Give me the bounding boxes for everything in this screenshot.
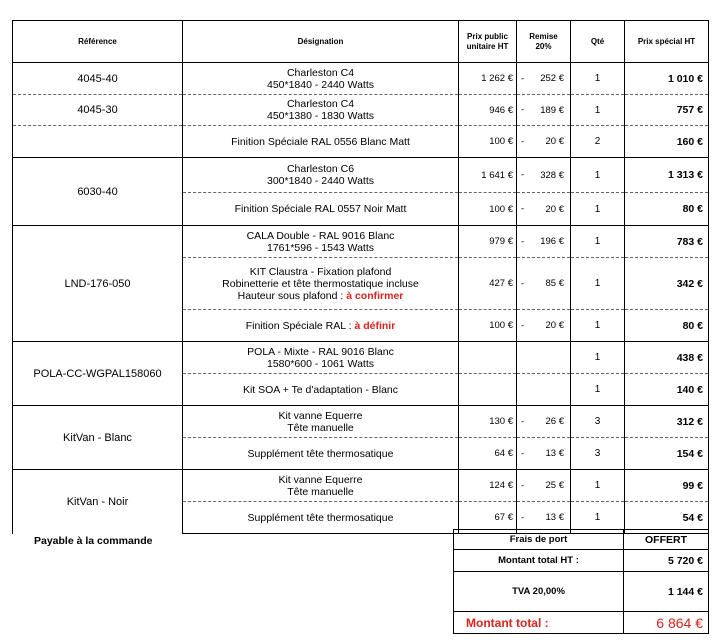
cell-remise: - 85 € [517, 258, 571, 310]
totals-row [454, 530, 709, 550]
cell-prix-special: 80 € [625, 193, 709, 226]
cell-reference: 4045-30 [13, 95, 183, 126]
cell-remise: - 25 € [517, 470, 571, 502]
cell-remise: - 13 € [517, 502, 571, 534]
cell-prix-public [459, 374, 517, 406]
totals-row [454, 550, 709, 572]
cell-prix-special: 438 € [625, 342, 709, 374]
cell-designation: KIT Claustra - Fixation plafond Robinetterie et tête thermostatique incluse Hauteur sous plafond : à confirmer [183, 258, 459, 310]
cell-prix-public: 946 € [459, 95, 517, 126]
cell-qte: 1 [571, 310, 625, 342]
cell-prix-special: 154 € [625, 438, 709, 470]
cell-designation: Charleston C4 450*1840 - 2440 Watts [183, 63, 459, 95]
totals-table [453, 529, 709, 634]
cell-designation: Kit SOA + Te d'adaptation - Blanc [183, 374, 459, 406]
tva-value: 1 144 € [624, 572, 709, 612]
header-prix-public: Prix public unitaire HT [459, 21, 517, 63]
cell-designation: Charleston C4 450*1380 - 1830 Watts [183, 95, 459, 126]
cell-prix-public [459, 342, 517, 374]
cell-remise: - 20 € [517, 126, 571, 158]
cell-qte: 1 [571, 158, 625, 193]
cell-prix-special: 160 € [625, 126, 709, 158]
cell-reference: POLA-CC-WGPAL158060 [13, 342, 183, 406]
cell-designation: Supplément tête thermosatique [183, 438, 459, 470]
table-row [13, 126, 709, 158]
cell-qte: 1 [571, 342, 625, 374]
cell-reference: 6030-40 [13, 158, 183, 226]
cell-qte: 1 [571, 470, 625, 502]
cell-qte: 1 [571, 95, 625, 126]
payment-terms: Payable à la commande [34, 535, 153, 547]
header-remise: Remise 20% [517, 21, 571, 63]
cell-prix-public: 427 € [459, 258, 517, 310]
ht-label: Montant total HT : [454, 550, 624, 572]
header-designation: Désignation [183, 21, 459, 63]
table-row [13, 158, 709, 193]
cell-remise: - 20 € [517, 310, 571, 342]
cell-designation: Charleston C6 300*1840 - 2440 Watts [183, 158, 459, 193]
cell-reference [13, 126, 183, 158]
cell-reference: KitVan - Blanc [13, 406, 183, 470]
cell-remise: - 20 € [517, 193, 571, 226]
table-row [13, 342, 709, 374]
cell-prix-special: 757 € [625, 95, 709, 126]
cell-qte: 3 [571, 406, 625, 438]
cell-prix-special: 312 € [625, 406, 709, 438]
cell-remise [517, 374, 571, 406]
cell-qte: 2 [571, 126, 625, 158]
cell-qte: 1 [571, 193, 625, 226]
cell-designation: Kit vanne Equerre Tête manuelle [183, 470, 459, 502]
total-label: Montant total : [454, 612, 624, 634]
frais-label: Frais de port [454, 530, 624, 550]
frais-value: OFFERT [624, 530, 709, 550]
table-row [13, 63, 709, 95]
cell-remise [517, 342, 571, 374]
cell-reference: LND-176-050 [13, 226, 183, 342]
total-value: 6 864 € [624, 612, 709, 634]
cell-remise: - 328 € [517, 158, 571, 193]
a-confirmer-note: à confirmer [346, 289, 404, 302]
ht-value: 5 720 € [624, 550, 709, 572]
cell-prix-public: 64 € [459, 438, 517, 470]
cell-remise: - 13 € [517, 438, 571, 470]
cell-designation: CALA Double - RAL 9016 Blanc 1761*596 - 1543 Watts [183, 226, 459, 258]
quote-table-wrapper [12, 20, 708, 534]
cell-prix-public: 67 € [459, 502, 517, 534]
cell-prix-public: 1 262 € [459, 63, 517, 95]
cell-prix-special: 99 € [625, 470, 709, 502]
table-header-row [13, 21, 709, 63]
cell-qte: 1 [571, 374, 625, 406]
cell-remise: - 196 € [517, 226, 571, 258]
cell-prix-public: 124 € [459, 470, 517, 502]
cell-qte: 1 [571, 63, 625, 95]
cell-qte: 1 [571, 258, 625, 310]
cell-prix-special: 1 010 € [625, 63, 709, 95]
cell-prix-public: 100 € [459, 193, 517, 226]
cell-prix-special: 1 313 € [625, 158, 709, 193]
cell-qte: 1 [571, 502, 625, 534]
table-row [13, 226, 709, 258]
cell-designation: Finition Spéciale RAL 0557 Noir Matt [183, 193, 459, 226]
totals-section [12, 529, 708, 639]
cell-prix-public: 1 641 € [459, 158, 517, 193]
cell-prix-special: 342 € [625, 258, 709, 310]
header-qte: Qté [571, 21, 625, 63]
cell-prix-public: 130 € [459, 406, 517, 438]
totals-row [454, 612, 709, 634]
cell-qte: 3 [571, 438, 625, 470]
a-definir-note: à définir [354, 319, 396, 332]
totals-row [454, 572, 709, 612]
cell-designation: Finition Spéciale RAL 0556 Blanc Matt [183, 126, 459, 158]
tva-label: TVA 20,00% [454, 572, 624, 612]
cell-remise: - 252 € [517, 63, 571, 95]
cell-designation: Supplément tête thermosatique [183, 502, 459, 534]
cell-prix-public: 979 € [459, 226, 517, 258]
cell-designation: POLA - Mixte - RAL 9016 Blanc 1580*600 - 1061 Watts [183, 342, 459, 374]
cell-prix-special: 783 € [625, 226, 709, 258]
cell-reference: KitVan - Noir [13, 470, 183, 534]
header-reference: Référence [13, 21, 183, 63]
cell-prix-special: 80 € [625, 310, 709, 342]
cell-prix-special: 140 € [625, 374, 709, 406]
table-row [13, 95, 709, 126]
cell-prix-public: 100 € [459, 126, 517, 158]
cell-remise: - 26 € [517, 406, 571, 438]
header-prix-special: Prix spécial HT [625, 21, 709, 63]
cell-remise: - 189 € [517, 95, 571, 126]
cell-designation: Finition Spéciale RAL : à définir [183, 310, 459, 342]
cell-prix-public: 100 € [459, 310, 517, 342]
table-row [13, 406, 709, 438]
cell-reference: 4045-40 [13, 63, 183, 95]
cell-qte: 1 [571, 226, 625, 258]
cell-prix-special: 54 € [625, 502, 709, 534]
cell-designation: Kit vanne Equerre Tête manuelle [183, 406, 459, 438]
table-row [13, 470, 709, 502]
quote-table [12, 20, 709, 534]
